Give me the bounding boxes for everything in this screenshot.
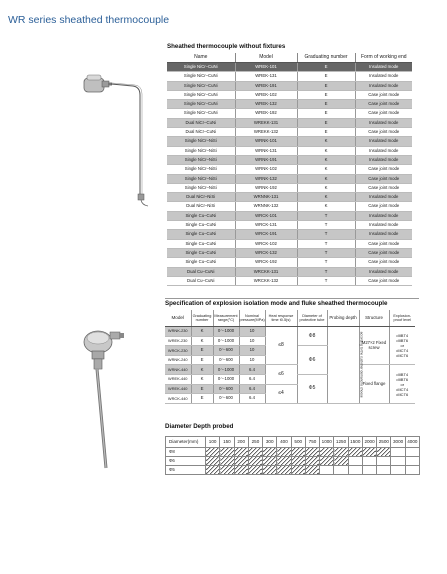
explosion-level-text: dIICT4 [396,348,409,354]
cell-name: Single NiCr–NiSi [167,155,235,164]
table-row [167,276,412,285]
cell-form: Insulated mode [355,63,412,72]
cell-grad: T [297,221,355,230]
cell-model: WRCK-131 [235,221,297,230]
column-header-structure: Structure [359,310,389,327]
cell-grad: E [191,355,213,365]
depth-header: 150 [220,437,234,448]
depth-cell [320,448,334,457]
cell-name: Dual NiCr–NiSi [167,193,235,202]
cell-grad: T [297,230,355,239]
table1-caption: Sheathed thermocouple without fixtures [167,43,286,50]
cell-grad: T [297,276,355,285]
table-header-row [167,53,412,63]
depth-cell [391,466,405,475]
depth-cell [206,448,220,457]
depth-cell [234,457,248,466]
cell-grad: E [191,384,213,394]
cell-diameter: Φ8 [166,448,206,457]
cell-name: Single Cu–CuNi [167,248,235,257]
cell-heat-response: ≤8 [265,327,297,365]
depth-cell [305,448,319,457]
cell-grad: T [297,267,355,276]
cell-name: Single Cu–CuNi [167,239,235,248]
table-row [167,100,412,109]
table-row [167,137,412,146]
cell-name: Single NiCr–CuNi [167,100,235,109]
cell-grad: K [191,336,213,346]
column-header-measurement-range: Measurement range(°C) [213,310,239,327]
cell-grad: E [297,128,355,137]
column-header-model: Model [235,53,297,63]
table-header-row [165,310,415,327]
table-row [167,183,412,192]
cell-name: Single NiCr–CuNi [167,72,235,81]
depth-cell [220,448,234,457]
cell-form: Insulated mode [355,155,412,164]
table-row [167,221,412,230]
column-header-explosion-proof-level: Explosion-proof level [389,310,415,327]
depth-cell [362,466,376,475]
depth-header: 2500 [377,437,391,448]
cell-pressure: 6.4 [239,365,265,375]
cell-name: Dual NiCr–CuNi [167,128,235,137]
cell-diameter: Φ8 [297,327,327,346]
cell-grad: E [297,81,355,90]
cell-form: Case joint mode [355,239,412,248]
cell-form: Case joint mode [355,248,412,257]
depth-cell [291,448,305,457]
cell-name: Single NiCr–CuNi [167,81,235,90]
depth-cell [248,466,262,475]
cell-grad: E [297,63,355,72]
depth-cell [377,448,391,457]
cell-pressure: 6.4 [239,374,265,384]
cell-model: WRCKK-131 [235,267,297,276]
table-row [165,327,415,337]
cell-form: Case joint mode [355,183,412,192]
cell-form: Insulated mode [355,72,412,81]
page-title: WR series sheathed thermocouple [8,14,170,26]
depth-header: 500 [291,437,305,448]
cell-form: Case joint mode [355,276,412,285]
cell-name: Single NiCr–NiSi [167,146,235,155]
depth-cell [348,457,362,466]
cell-grad: E [297,72,355,81]
table-row [167,146,412,155]
cell-grad: K [297,137,355,146]
cell-form: Case joint mode [355,128,412,137]
table-header-row [166,437,420,448]
cell-name: Dual Cu–CuNi [167,267,235,276]
depth-header: 300 [263,437,277,448]
explosion-level-text: dIICT6 [396,391,409,397]
cell-name: Single Cu–CuNi [167,230,235,239]
depth-cell [263,448,277,457]
cell-model: WREK-440 [165,374,191,384]
cell-form: Case joint mode [355,165,412,174]
depth-cell [220,457,234,466]
cell-grad: K [297,183,355,192]
cell-pressure: 6.4 [239,394,265,404]
table-row [167,267,412,276]
cell-model: WRCK-132 [235,248,297,257]
depth-cell [305,457,319,466]
table-row [167,72,412,81]
table-row [167,128,412,137]
cell-model: WREK-191 [235,81,297,90]
cell-model: WRCK-101 [235,211,297,220]
cell-form: Case joint mode [355,202,412,211]
cell-name: Single NiCr–NiSi [167,165,235,174]
column-header-probing-depth: Probing depth [327,310,359,327]
cell-diameter: Φ5 [166,466,206,475]
column-header-form-of-working-end: Form of working end [355,53,412,63]
table-row [166,448,420,457]
cell-model: WRCK-192 [235,258,297,267]
cell-model: WRNK-132 [235,174,297,183]
cell-model: WREK-440 [165,384,191,394]
cell-range: 0～1000 [213,374,239,384]
cell-model: WREK-132 [235,100,297,109]
cell-grad: E [297,90,355,99]
column-header-graduating-number: Graduating number [191,310,213,327]
cell-grad: K [297,165,355,174]
cell-grad: E [297,100,355,109]
depth-cell [348,466,362,475]
column-header-nominal-pressure: Nominal pressure(MPa) [239,310,265,327]
cell-model: WRNK-230 [165,327,191,337]
explosion-proof-thermocouple-image [70,318,156,478]
table-row [166,466,420,475]
cell-name: Single NiCr–CuNi [167,90,235,99]
explosion-level-text: or [400,381,405,387]
cell-name: Single NiCr–NiSi [167,183,235,192]
table-row [167,258,412,267]
cell-form: Case joint mode [355,100,412,109]
explosion-level-text: dIIBT4 [396,371,409,377]
depth-header: 1000 [320,437,334,448]
explosion-level-text: dIIBT6 [396,338,409,344]
depth-cell [334,466,348,475]
depth-header: 200 [234,437,248,448]
cell-model: WRNK-131 [235,146,297,155]
probing-depth-note: according to the customer demand to choose [359,331,364,398]
cell-grad: T [297,248,355,257]
cell-grad: K [297,146,355,155]
cell-grad: K [297,155,355,164]
explosion-level-text: dIICT6 [396,353,409,359]
cell-range: 0～1000 [213,336,239,346]
cell-form: Insulated mode [355,146,412,155]
depth-cell [263,466,277,475]
cell-pressure: 10 [239,327,265,337]
depth-cell [277,448,291,457]
depth-cell [377,457,391,466]
cell-explosion-top [389,327,415,365]
depth-cell [291,457,305,466]
cell-structure-bottom: Fixed flange [359,365,389,403]
cell-grad: T [297,211,355,220]
cell-grad: K [191,374,213,384]
cell-model: WRNK-101 [235,137,297,146]
depth-header: 750 [305,437,319,448]
cell-form: Insulated mode [355,267,412,276]
cell-name: Single NiCr–CuNi [167,63,235,72]
explosion-isolation-spec-table [165,310,415,404]
explosion-level-text: dIIBT4 [396,333,409,339]
cell-model: WRCK-440 [165,394,191,404]
depth-cell [405,466,419,475]
column-header-tube-diameter: Diameter of protective tube [297,310,327,327]
cell-model: WREKK-131 [235,118,297,127]
depth-cell [234,448,248,457]
cell-diameter: Φ6 [166,457,206,466]
cell-range: 0～600 [213,384,239,394]
column-header-heat-response-time: Heat response time t0.5(s) [265,310,297,327]
cell-probing-depth [327,327,364,404]
depth-cell [277,457,291,466]
cell-range: 0～1000 [213,365,239,375]
column-header-model: Model [165,310,191,327]
cell-model: WRCK-230 [165,346,191,356]
cell-model: WRNK-191 [235,155,297,164]
cell-form: Insulated mode [355,211,412,220]
thermocouple-without-fixtures-table [167,53,412,286]
cell-form: Insulated mode [355,137,412,146]
depth-header: 3000 [391,437,405,448]
cell-form: Case joint mode [355,109,412,118]
table-row [167,63,412,72]
cell-heat-response: ≤4 [265,384,297,403]
depth-header: 2000 [362,437,376,448]
cell-pressure: 10 [239,346,265,356]
table-row [167,155,412,164]
cell-form: Case joint mode [355,258,412,267]
cell-pressure: 10 [239,336,265,346]
cell-grad: T [297,258,355,267]
depth-cell [305,466,319,475]
cell-name: Single Cu–CuNi [167,221,235,230]
cell-model: WRNK-192 [235,183,297,192]
depth-cell [377,466,391,475]
depth-cell [248,457,262,466]
table-row [167,90,412,99]
cell-form: Insulated mode [355,118,412,127]
cell-grad: E [297,118,355,127]
table-row [167,109,412,118]
depth-cell [405,457,419,466]
depth-cell [263,457,277,466]
explosion-level-text: dIIBT6 [396,376,409,382]
table-row [165,365,415,375]
cell-range: 0～600 [213,394,239,404]
explosion-level-text: dIICT4 [396,386,409,392]
cell-model: WRNNK-132 [235,202,297,211]
cell-name: Single Cu–CuNi [167,211,235,220]
diameter-depth-table [165,436,420,475]
cell-form: Insulated mode [355,221,412,230]
depth-cell [320,466,334,475]
depth-cell [291,466,305,475]
table-row [167,118,412,127]
cell-range: 0～600 [213,355,239,365]
depth-cell [334,457,348,466]
cell-name: Dual NiCr–CuNi [167,118,235,127]
cell-range: 0～1000 [213,327,239,337]
table-row [166,457,420,466]
depth-cell [320,457,334,466]
table-row [167,248,412,257]
column-header-name: Name [167,53,235,63]
cell-form: Insulated mode [355,193,412,202]
cell-form: Case joint mode [355,174,412,183]
cell-diameter: Φ6 [297,346,327,375]
cell-name: Dual NiCr–NiSi [167,202,235,211]
cell-model: WREKK-132 [235,128,297,137]
cell-pressure: 6.4 [239,384,265,394]
cell-grad: K [297,202,355,211]
depth-header: 250 [248,437,262,448]
depth-cell [206,457,220,466]
cell-name: Single NiCr–NiSi [167,137,235,146]
table-row [167,202,412,211]
cell-model: WRCKK-132 [235,276,297,285]
depth-header: 400 [277,437,291,448]
depth-cell [234,466,248,475]
cell-name: Single Cu–CuNi [167,258,235,267]
explosion-level-text: or [400,343,405,349]
cell-grad: K [297,174,355,183]
depth-cell [362,457,376,466]
cell-pressure: 10 [239,355,265,365]
divider [165,298,419,299]
diameter-header-label: Diameter(mm) [166,437,206,448]
cell-heat-response: ≤6 [265,365,297,384]
cell-model: WREK-131 [235,72,297,81]
cell-grad: T [297,239,355,248]
depth-cell [391,457,405,466]
cell-model: WRNK-102 [235,165,297,174]
cell-name: Single NiCr–NiSi [167,174,235,183]
depth-cell [220,466,234,475]
cell-model: WREK-102 [235,90,297,99]
depth-cell [348,448,362,457]
depth-header: 100 [206,437,220,448]
depth-cell [334,448,348,457]
depth-cell [206,466,220,475]
table-row [167,174,412,183]
table-row [167,165,412,174]
cell-grad: K [191,327,213,337]
cell-grad: E [191,346,213,356]
cell-range: 0～600 [213,346,239,356]
depth-header: 4000 [405,437,419,448]
table-row [167,230,412,239]
cell-structure-top: M27×2 Fixed screw [359,327,389,365]
table-row [167,193,412,202]
table-row [167,211,412,220]
cell-model: WRNK-240 [165,355,191,365]
cell-grad: E [297,109,355,118]
cell-model: WREK-230 [165,336,191,346]
depth-cell [277,466,291,475]
cell-model: WRNNK-131 [235,193,297,202]
depth-header: 1250 [334,437,348,448]
table3-caption: Diameter Depth probed [165,423,234,430]
cell-model: WRCK-102 [235,239,297,248]
cell-model: WREK-192 [235,109,297,118]
cell-form: Insulated mode [355,81,412,90]
cell-diameter: Φ5 [297,374,327,403]
table2-caption: Specification of explosion isolation mode and fluke sheathed thermocouple [165,300,388,307]
cell-model: WRNK-440 [165,365,191,375]
cell-name: Dual Cu–CuNi [167,276,235,285]
depth-cell [405,448,419,457]
depth-header: 1500 [348,437,362,448]
sheathed-thermocouple-image [78,70,176,210]
depth-cell [248,448,262,457]
cell-model: WRCK-191 [235,230,297,239]
depth-cell [362,448,376,457]
cell-form: Case joint mode [355,90,412,99]
cell-name: Single NiCr–CuNi [167,109,235,118]
depth-cell [391,448,405,457]
cell-explosion-bottom [389,365,415,403]
cell-grad: E [191,394,213,404]
cell-form: Insulated mode [355,230,412,239]
column-header-graduating-number: Graduating number [297,53,355,63]
table-row [167,239,412,248]
cell-grad: K [297,193,355,202]
cell-grad: K [191,365,213,375]
cell-model: WREK-101 [235,63,297,72]
table-row [167,81,412,90]
